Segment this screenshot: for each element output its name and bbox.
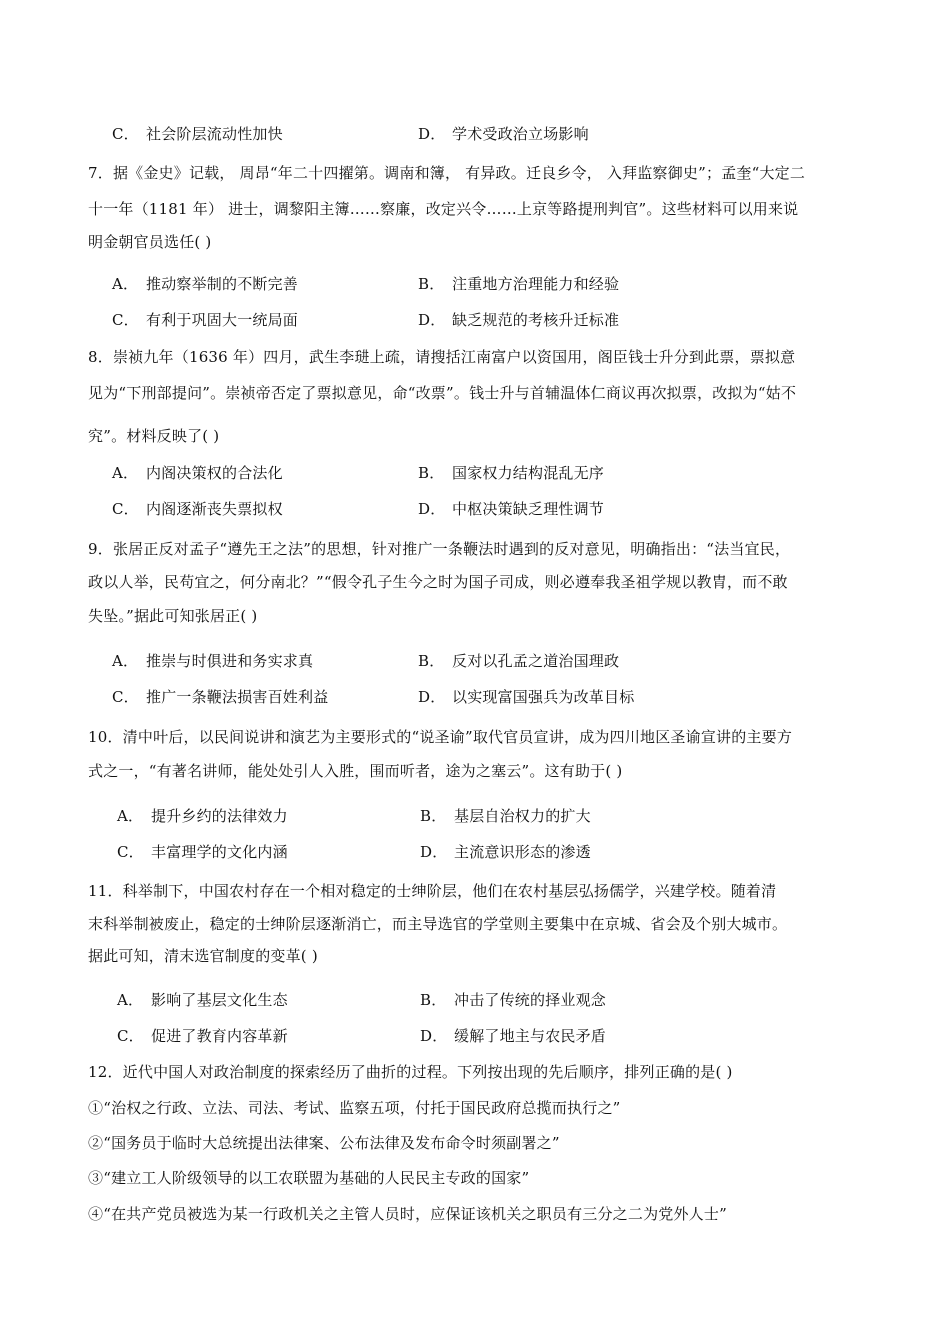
option-text: 推崇与时俱进和务实求真	[146, 652, 314, 670]
q9-option-a	[112, 651, 313, 671]
option-letter: C．	[117, 843, 144, 861]
option-letter: C．	[117, 1027, 144, 1045]
q8-option-b	[418, 463, 604, 483]
q9-stem-line-2: 政以人举，民苟宜之，何分南北？”“假令孔子生今之时为国子司成，则必遵奉我圣祖学规以教胄，而不敢	[88, 573, 788, 591]
q11-stem-line-3: 据此可知，清末选官制度的变革( )	[88, 947, 318, 965]
option-text: 主流意识形态的渗透	[454, 843, 591, 861]
option-letter: D．	[420, 843, 448, 861]
q12-item-1: ①“治权之行政、立法、司法、考试、监察五项，付托于国民政府总揽而执行之”	[88, 1099, 621, 1117]
q8-option-d	[418, 499, 604, 519]
option-text: 国家权力结构混乱无序	[452, 464, 605, 482]
option-text: 学术受政治立场影响	[452, 125, 589, 143]
option-letter: B．	[418, 275, 445, 293]
option-letter: C．	[112, 500, 139, 518]
option-letter: B．	[420, 991, 447, 1009]
option-text: 提升乡约的法律效力	[151, 807, 288, 825]
q7-option-b	[418, 274, 619, 294]
option-text: 注重地方治理能力和经验	[452, 275, 620, 293]
q11-stem-line-1: 11．科举制下，中国农村存在一个相对稳定的士绅阶层，他们在农村基层弘扬儒学，兴建学校。随着清	[88, 882, 777, 900]
q7-option-c	[112, 310, 298, 330]
q8-stem-line-2: 见为“下刑部提问”。崇祯帝否定了票拟意见，命“改票”。钱士升与首辅温体仁商议再次拟票，改拟为“姑不	[88, 384, 797, 402]
q7-stem-line-3: 明金朝官员选任( )	[88, 233, 212, 251]
q9-option-b	[418, 651, 619, 671]
q11-stem-line-2: 末科举制被废止，稳定的士绅阶层逐渐消亡，而主导选官的学堂则主要集中在京城、省会及个别大城市。	[88, 915, 788, 933]
q8-option-a	[112, 463, 283, 483]
option-letter: A．	[112, 652, 139, 670]
q7-stem-line-2: 十一年（1181 年） 进士，调黎阳主簿……察廉，改定兴令……上京等路提刑判官”。这些材料可以用来说	[88, 200, 799, 218]
option-letter: C．	[112, 688, 139, 706]
option-text: 有利于巩固大一统局面	[146, 311, 299, 329]
option-letter: B．	[418, 652, 445, 670]
option-text: 丰富理学的文化内涵	[151, 843, 288, 861]
option-text: 缺乏规范的考核升迁标准	[452, 311, 620, 329]
option-text: 中枢决策缺乏理性调节	[452, 500, 605, 518]
q12-item-4: ④“在共产党员被选为某一行政机关之主管人员时，应保证该机关之职员有三分之二为党外人士”	[88, 1205, 727, 1223]
q10-option-d	[420, 842, 591, 862]
option-letter: D．	[418, 500, 446, 518]
q12-stem-line-1: 12．近代中国人对政治制度的探索经历了曲折的过程。下列按出现的先后顺序，排列正确的是( )	[88, 1063, 733, 1081]
option-letter: A．	[112, 464, 139, 482]
q7-option-a	[112, 274, 298, 294]
option-text: 基层自治权力的扩大	[454, 807, 591, 825]
q7-stem-line-1: 7．据《金史》记载， 周昂“年二十四擢第。调南和簿， 有异政。迁良乡令， 入拜监察御史”；孟奎“大定二	[88, 164, 806, 182]
q8-option-c	[112, 499, 283, 519]
option-letter: D．	[418, 688, 446, 706]
q10-stem-line-1: 10．清中叶后，以民间说讲和演艺为主要形式的“说圣谕”取代官员宣讲，成为四川地区圣谕宣讲的主要方	[88, 728, 793, 746]
option-text: 促进了教育内容革新	[151, 1027, 288, 1045]
q11-option-a	[117, 990, 288, 1010]
option-text: 推动察举制的不断完善	[146, 275, 299, 293]
option-text: 冲击了传统的择业观念	[454, 991, 607, 1009]
q12-item-3: ③“建立工人阶级领导的以工农联盟为基础的人民民主专政的国家”	[88, 1169, 530, 1187]
option-letter: D．	[420, 1027, 448, 1045]
option-letter: D．	[418, 125, 446, 143]
q11-option-b	[420, 990, 606, 1010]
q6-option-c	[112, 124, 283, 144]
option-text: 内阁逐渐丧失票拟权	[146, 500, 283, 518]
q9-option-c	[112, 687, 328, 707]
option-text: 反对以孔孟之道治国理政	[452, 652, 620, 670]
option-text: 缓解了地主与农民矛盾	[454, 1027, 607, 1045]
q11-option-d	[420, 1026, 606, 1046]
q9-stem-line-3: 失坠。”据此可知张居正( )	[88, 607, 258, 625]
q10-option-a	[117, 806, 288, 826]
q10-option-c	[117, 842, 288, 862]
q12-item-2: ②“国务员于临时大总统提出法律案、公布法律及发布命令时须副署之”	[88, 1134, 560, 1152]
option-letter: B．	[420, 807, 447, 825]
option-letter: C．	[112, 125, 139, 143]
option-text: 内阁决策权的合法化	[146, 464, 283, 482]
q6-option-d	[418, 124, 589, 144]
option-text: 社会阶层流动性加快	[146, 125, 283, 143]
q8-stem-line-3: 究”。材料反映了( )	[88, 427, 220, 445]
q7-option-d	[418, 310, 619, 330]
option-text: 推广一条鞭法损害百姓利益	[146, 688, 329, 706]
option-letter: C．	[112, 311, 139, 329]
q9-stem-line-1: 9．张居正反对孟子“遵先王之法”的思想，针对推广一条鞭法时遇到的反对意见，明确指出：“法当宜民，	[88, 540, 791, 558]
option-letter: D．	[418, 311, 446, 329]
q11-option-c	[117, 1026, 288, 1046]
q9-option-d	[418, 687, 634, 707]
option-letter: A．	[112, 275, 139, 293]
q10-option-b	[420, 806, 591, 826]
option-letter: A．	[117, 991, 144, 1009]
option-letter: B．	[418, 464, 445, 482]
option-text: 以实现富国强兵为改革目标	[452, 688, 635, 706]
option-letter: A．	[117, 807, 144, 825]
q10-stem-line-2: 式之一，“有著名讲师，能处处引人入胜，围而听者，途为之塞云”。这有助于( )	[88, 762, 623, 780]
option-text: 影响了基层文化生态	[151, 991, 288, 1009]
q8-stem-line-1: 8．崇祯九年（1636 年）四月，武生李琎上疏，请搜括江南富户以资国用，阁臣钱士升分到此票，票拟意	[88, 348, 796, 366]
